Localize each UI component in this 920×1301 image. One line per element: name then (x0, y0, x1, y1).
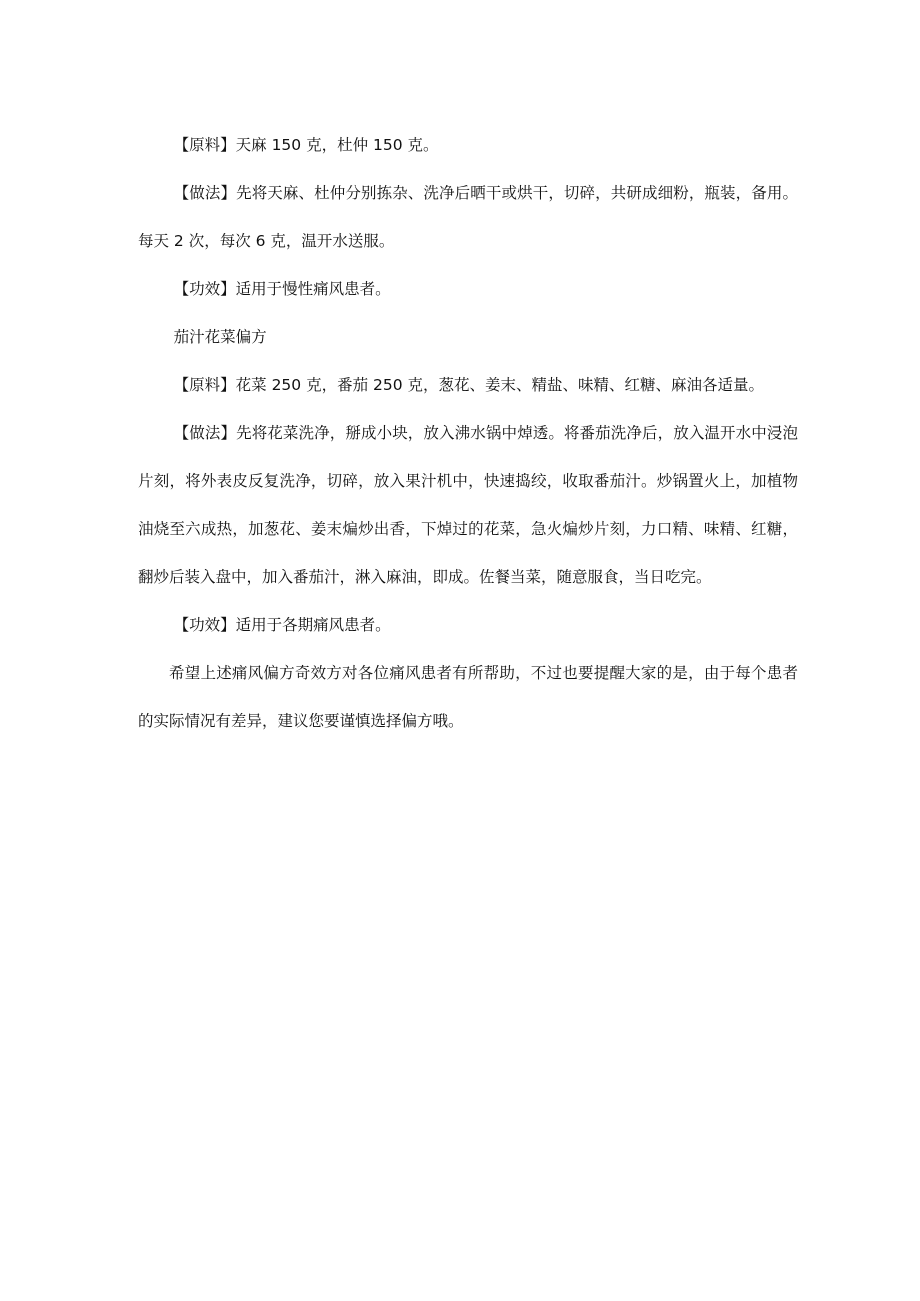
effect-paragraph-2: 【功效】适用于各期痛风患者。 (173, 616, 391, 634)
recipe-title: 茄汁花菜偏方 (173, 328, 267, 346)
ingredients-paragraph-2: 【原料】花菜 250 克，番茄 250 克，葱花、姜末、精盐、味精、红糖、麻油各适量。 (173, 376, 765, 394)
document-body (138, 121, 798, 745)
ingredients-paragraph-1: 【原料】天麻 150 克，杜仲 150 克。 (173, 136, 439, 154)
method-paragraph-2: 【做法】先将花菜洗净，掰成小块，放入沸水锅中焯透。将番茄洗净后，放入温开水中浸泡片刻，将外表皮反复洗净，切碎，放入果汁机中，快速捣绞，收取番茄汁。炒锅置火上，加植物油烧至六成热，加葱花、姜末煸炒出香，下焯过的花菜，急火煸炒片刻，力口精、味精、红糖，翻炒后装入盘中，加入番茄汁，淋入麻油，即成。佐餐当菜，随意服食，当日吃完。 (138, 424, 798, 586)
method-paragraph-1: 【做法】先将天麻、杜仲分别拣杂、洗净后晒干或烘干，切碎，共研成细粉，瓶装，备用。每天 2 次，每次 6 克，温开水送服。 (138, 184, 798, 250)
closing-paragraph: 希望上述痛风偏方奇效方对各位痛风患者有所帮助，不过也要提醒大家的是，由于每个患者的实际情况有差异，建议您要谨慎选择偏方哦。 (138, 664, 798, 730)
effect-paragraph-1: 【功效】适用于慢性痛风患者。 (173, 280, 391, 298)
